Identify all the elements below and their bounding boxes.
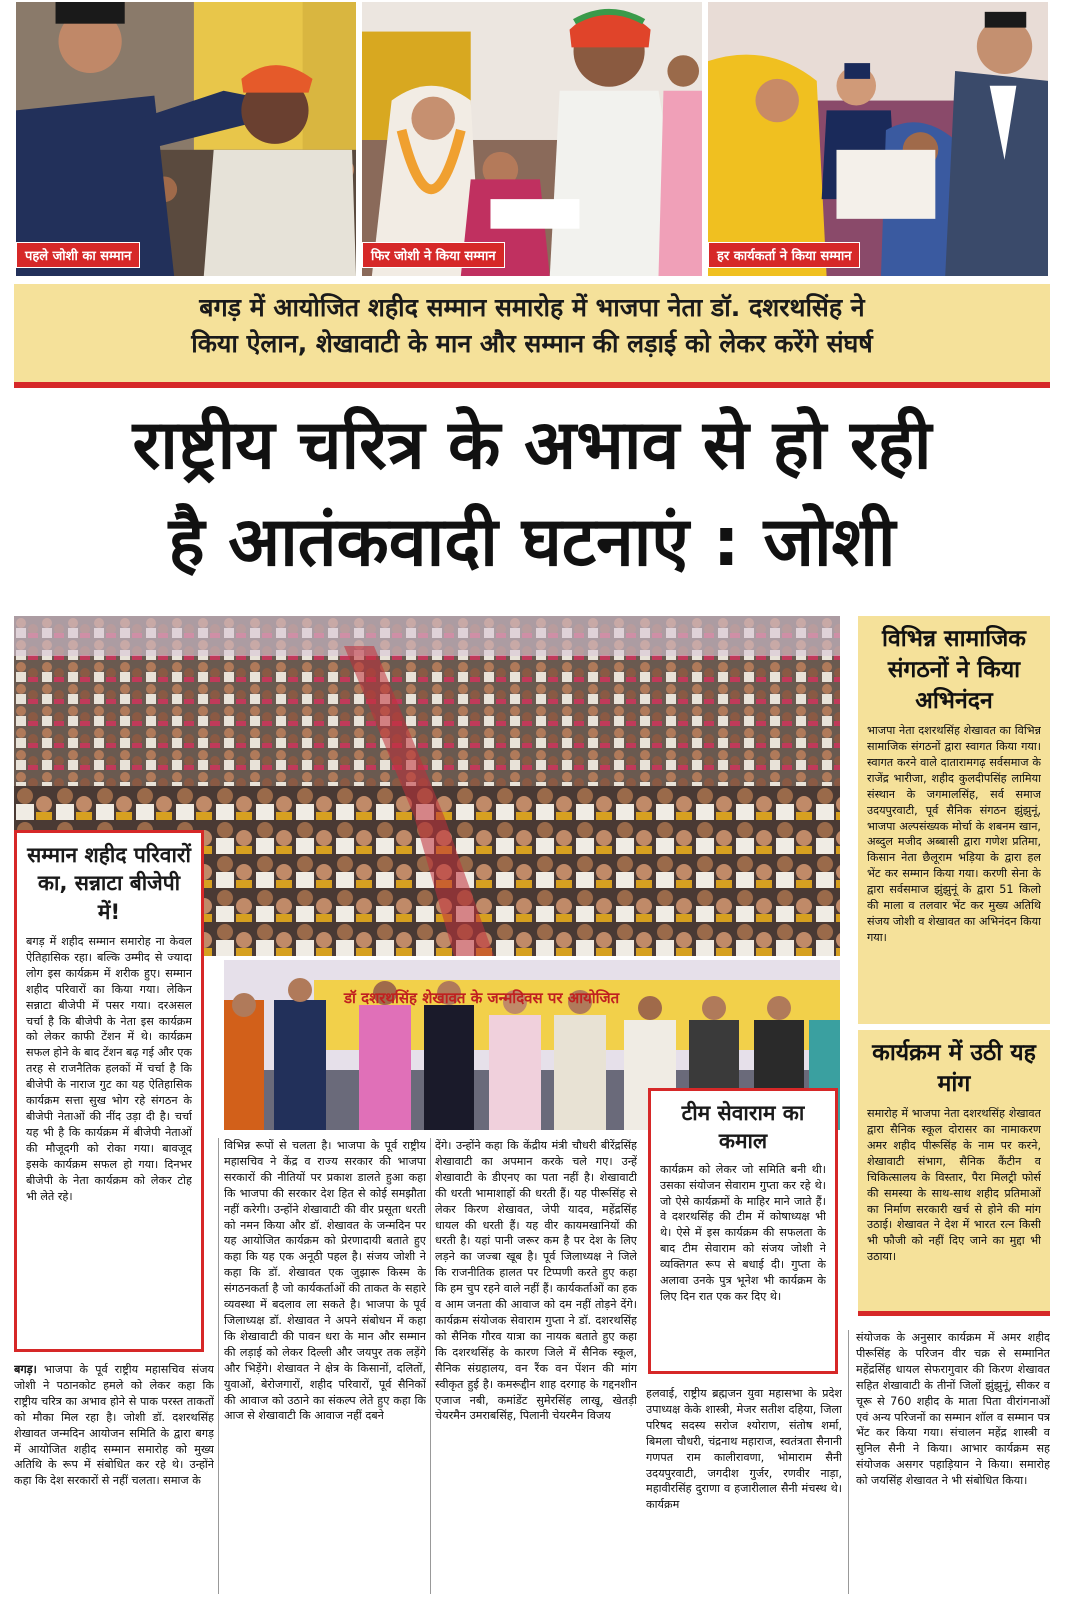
photo-caption: फिर जोशी ने किया सम्मान	[362, 242, 505, 268]
sidebar-demands	[858, 1030, 1050, 1316]
sidebar-title: विभिन्न सामाजिक संगठनों ने किया अभिनंदन	[882, 626, 1026, 715]
box-title: टीम सेवाराम का कमाल	[681, 1101, 805, 1154]
photo-joshi-honours	[360, 0, 704, 278]
strap-line-1: बगड़ में आयोजित शहीद सम्मान समारोह में भाजपा नेता डॉ. दशरथसिंह ने	[199, 293, 865, 322]
photo-workers-honour	[706, 0, 1050, 278]
photo-joshi-honoured	[14, 0, 358, 278]
strap-headline	[14, 284, 1050, 388]
sidebar-social-orgs	[858, 616, 1050, 1024]
story-box-bjp-silence	[14, 830, 204, 1352]
main-headline	[14, 398, 1050, 608]
sidebar-body: भाजपा नेता दशरथसिंह शेखावत का विभिन्न सामाजिक संगठनों द्वारा स्वागत किया गया। स्वागत करने वाले दातारामगढ़ सर्वसमाज के राजेंद्र भारीजा, शहीद कुलदीपसिंह लामिया संस्थान के जगमालसिंह, सर्व समाज उदयपुरवाटी, पूर्व सैनिक संगठन झुंझुनूं, भाजपा अल्पसंख्यक मोर्चा के शबनम खान, अब्दुल मजीद अब्बासी द्वारा गणेश प्रतिमा, किसान नेता छैलूराम भड़िया के द्वारा हल भेंट कर सम्मान किया गया। करणी सेना के द्वारा सर्वसमाज झुंझुनूं के द्वारा 51 किलो की माला व तलवार भेंट कर मुख्य अतिथि संजय जोशी व शेखावत का अभिनंदन किया गया।	[867, 724, 1041, 944]
article-column-1	[14, 1362, 214, 1594]
article-column-4: हलवाई, राष्ट्रीय ब्रह्मजन युवा महासभा के प्रदेश उपाध्यक्ष केके शास्त्री, मेजर सतीश दहिया, जिला परिषद सदस्य सरोज श्योराण, संतोष शर्मा, बिमला चौधरी, चंद्रनाथ महाराज, स्वतंत्रता सैनानी गणपत राम कालीरावणा, भोमाराम सैनी उदयपुरवाटी, जगदीश गुर्जर, रणवीर नाड़ा, महावीरसिंह दुराणा व हजारीलाल सैनी मंचस्थ थे। कार्यक्रम	[646, 1387, 842, 1512]
article-column-2: विभिन्न रूपों से चलता है। भाजपा के पूर्व राष्ट्रीय महासचिव ने केंद्र व राज्य सरकार की भाजपा सरकारों की नीतियों पर प्रकाश डालते हुआ कहा कि भाजपा की सरकार देश हित से कोई समझौता नहीं करेगी। उन्होंने शेखावाटी की वीर प्रसूता धरती को नमन किया और डॉ. शेखावत के जन्मदिन पर यह आयोजित कार्यक्रम को प्रेरणादायी बताते हुए कहा कि यह एक अनूठी पहल है। संजय जोशी ने कहा कि डॉ. शेखावत एक जुझारू किस्म के संगठनकर्ता है जो कार्यकर्ताओं की ताकत के सहारे व्यवस्था में बदलाव ला सकते है। भाजपा के पूर्व जिलाध्यक्ष डॉ. शेखावत ने अपने संबोधन में कहा कि शेखावाटी की पावन धरा के मान और सम्मान की लड़ाई को लेकर दिल्ली और जयपुर तक लड़ेंगे और भिड़ेंगे। शेखावत ने क्षेत्र के किसानों, दलितों, युवाओं, बेरोजगारों, शहीद परिवारों, पूर्व सैनिकों की आवाज को उठाने का संकल्प लेते हुए कहा कि आज से शेखावाटी कि आवाज नहीं दबने	[224, 1139, 426, 1423]
box-body: बगड़ में शहीद सम्मान समारोह ना केवल ऐतिहासिक रहा। बल्कि उम्मीद से ज्यादा लोग इस कार्यक्रम में शरीक हुए। सम्मान शहीद परिवारों का किया गया। लेकिन सन्नाटा बीजेपी में पसर गया। दरअसल चर्चा है कि बीजेपी के नेता इस कार्यक्रम को लेकर काफी टेंशन में थे। कार्यक्रम सफल होने के बाद टेंशन बढ़ गई और एक तरह से राजनैतिक हलकों में चर्चा है कि बीजेपी के नाराज गुट का यह ऐतिहासिक कार्यक्रम सत्ता सुख भोग रहे संगठन के बीजेपी नेताओं की नींद उड़ा दी है। चर्चा यह भी है कि कार्यक्रम में बीजेपी नेताओं की मौजूदगी को रोका गया। बावजूद इसके कार्यक्रम सफल हो गया। दिनभर बीजेपी के नेता कार्यक्रम को लेकर टोह भी लेते रहे।	[26, 935, 192, 1203]
box-title: सम्मान शहीद परिवारों का, सन्नाटा बीजेपी में!	[27, 843, 191, 924]
photo-caption: पहले जोशी का सम्मान	[16, 242, 140, 268]
strap-line-2: किया ऐलान, शेखावाटी के मान और सम्मान की लड़ाई को लेकर करेंगे संघर्ष	[191, 328, 873, 358]
article-column-3: देंगे। उन्होंने कहा कि केंद्रीय मंत्री चौधरी बीरेंद्रसिंह शेखावाटी का अपमान करके चले गए। उन्हें शेखावाटी के डीएनए का पता नहीं है। शेखावाटी की धरती भामाशाहों की धरती हैं। यह पीरूसिंह से लेकर किरण शेखावत, जेपी यादव, महेंद्रसिंह धायल की धरती हैं। यह वीर कायमखानियों की धरती है। यहां पानी जरूर कम है पर देश के लिए लड़ने का जज्बा खूब है। पूर्व जिलाध्यक्ष ने जिले कि राजनीतिक हालत पर टिप्पणी करते हुए कहा कि हम चुप रहने वाले नहीं हैं। कार्यकर्ताओं का हक व आम जनता की आवाज को दम नहीं तोड़ने देंगे। कार्यक्रम संयोजक सेवाराम गुप्ता ने डॉ. दशरथसिंह को सैनिक गौरव यात्रा का नायक बताते हुए कहा कि दशरथसिंह के कारण जिले में सैनिक स्कूल, सैनिक संग्रहालय, वन रैंक वन पेंशन की मांग स्वीकृत हुई है। कमरूद्दीन शाह दरगाह के गद्दनशीन एजाज नबी, कमांडेंट सुमेरसिंह लाखू, खेतड़ी चेयरमैन उमराबसिंह, पिलानी चेयरमैन विजय	[435, 1139, 637, 1423]
dateline: बगड़।	[14, 1363, 37, 1376]
box-body: कार्यक्रम को लेकर जो समिति बनी थी। उसका संयोजन सेवाराम गुप्ता कर रहे थे। जो ऐसे कार्यक्रमों के माहिर माने जाते हैं। वे दशरथसिंह की टीम में कोषाध्यक्ष भी थे। ऐसे में इस कार्यक्रम की सफलता के बाद टीम सेवाराम को संजय जोशी ने व्यक्तिगत रूप से बधाई दी। गुप्ता के अलावा उनके पुत्र भूनेश भी कार्यक्रम के लिए दिन रात एक कर दिए थे।	[660, 1162, 826, 1303]
photo-caption: हर कार्यकर्ता ने किया सम्मान	[708, 242, 860, 268]
sidebar-body: समारोह में भाजपा नेता दशरथसिंह शेखावत द्वारा सैनिक स्कूल दोरासर का नामाकरण अमर शहीद पीरूसिंह के नाम पर करने, शेखावाटी संभाग, सैनिक कैंटीन व चिकित्सालय के विस्तार, पैरा मिलट्री फोर्स की समस्या के साथ-साथ शहीद प्रतिमाओं का निर्माण सरकारी खर्च से होने की मांग उठाई। शेखावत ने देश में भारत रत्न किसी भी फौजी को नहीं दिए जाने का मुद्दा भी उठाया।	[867, 1107, 1041, 1264]
article-text: भाजपा के पूर्व राष्ट्रीय महासचिव संजय जोशी ने पठानकोट हमले को लेकर कहा कि राष्ट्रीय चरित्र का अभाव होने से पाक परस्त ताकतों को मौका मिल रहा है। जोशी डॉ. दशरथसिंह शेखावत जन्मदिन आयोजन समिति के द्वारा बगड़ में आयोजित शहीद सम्मान समारोह को मुख्य अतिथि के रूप में संबोधित कर रहे थे। उन्होंने कहा कि देश सरकारों से नहीं चलता। समाज के	[14, 1363, 214, 1488]
story-box-team-sevaram	[648, 1088, 838, 1374]
headline-line-1: राष्ट्रीय चरित्र के अभाव से हो रही	[132, 406, 932, 485]
headline-line-2: है आतंकवादी घटनाएं : जोशी	[168, 502, 896, 582]
article-column-5: संयोजक के अनुसार कार्यक्रम में अमर शहीद पीरूसिंह के परिजन वीर चक्र से सम्मानित महेंद्रसिंह धायल सेफरागुवार की किरण शेखावत सहित शेखावाटी के तीनों जिलों झुंझुनूं, सीकर व चूरू से 760 शहीद के माता पिता वीरांगनाओं एवं अन्य परिजनों का सम्मान शॉल व सम्मान पत्र भेंट कर किया गया। संचालन महेंद्र शास्त्री व सुनिल सैनी ने किया। आभार कार्यक्रम सह संयोजक असगर पहाड़ियान ने किया। समारोह को जयसिंह शेखावत ने भी संबोधित किया।	[856, 1331, 1050, 1488]
stage-banner-text: डॉ दशरथसिंह शेखावत के जन्मदिवस पर आयोजित	[344, 989, 620, 1007]
sidebar-title: कार्यक्रम में उठी यह मांग	[872, 1040, 1036, 1098]
